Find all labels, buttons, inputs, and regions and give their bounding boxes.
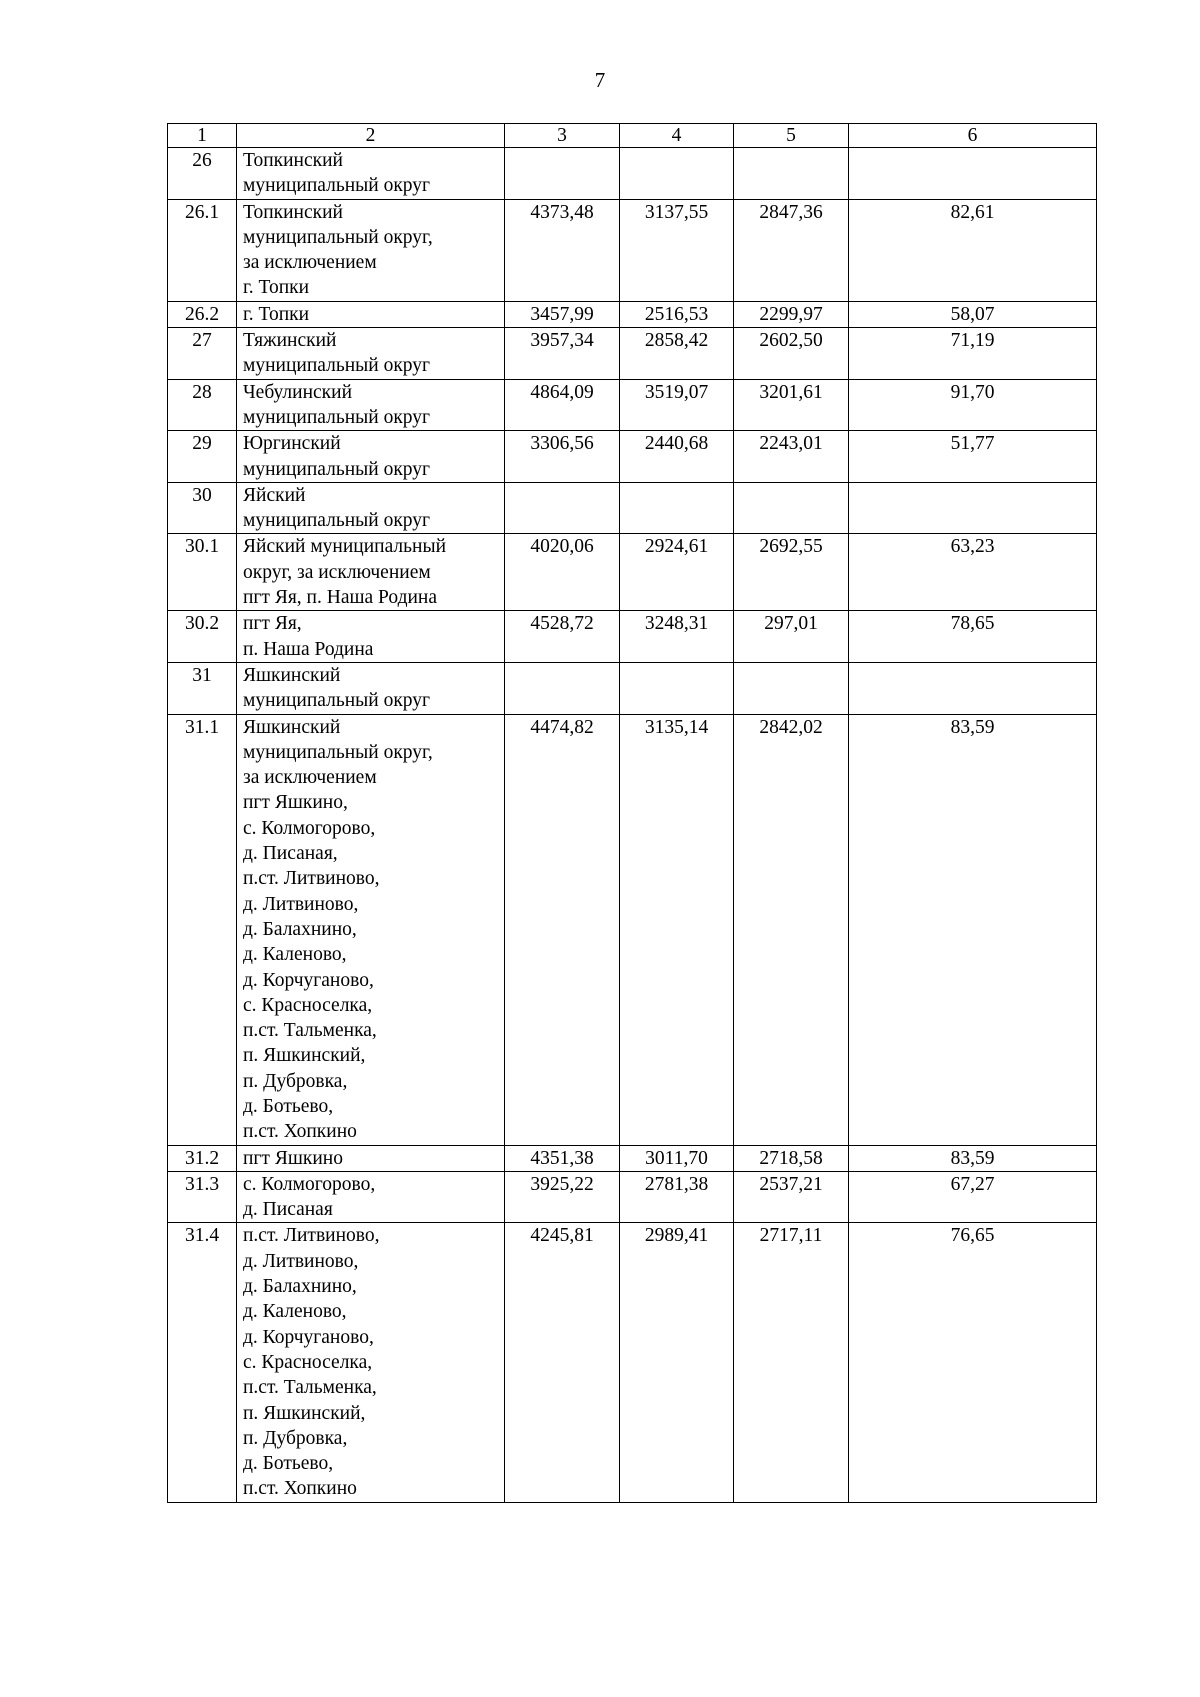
- column-header-2: 2: [237, 124, 505, 148]
- value-col5-cell: 2299,97: [734, 301, 849, 327]
- value-col5-cell: 2842,02: [734, 714, 849, 1145]
- table-row: [168, 714, 1097, 1145]
- value-col6-cell: 78,65: [849, 611, 1097, 663]
- value-col6-cell: 51,77: [849, 431, 1097, 483]
- territory-name-cell: Яшкинский муниципальный округ: [237, 662, 505, 714]
- territory-name-cell: Яйский муниципальный округ, за исключением пгт Яя, п. Наша Родина: [237, 534, 505, 611]
- value-col5-cell: 2718,58: [734, 1145, 849, 1171]
- table-row: [168, 534, 1097, 611]
- table-row: [168, 482, 1097, 534]
- value-col6-cell: 67,27: [849, 1171, 1097, 1223]
- table-row: [168, 379, 1097, 431]
- value-col6-cell: [849, 482, 1097, 534]
- value-col3-cell: [505, 662, 620, 714]
- value-col6-cell: 82,61: [849, 199, 1097, 301]
- data-table: [167, 123, 1097, 1503]
- value-col4-cell: 2440,68: [620, 431, 734, 483]
- value-col6-cell: 76,65: [849, 1223, 1097, 1502]
- value-col4-cell: 3135,14: [620, 714, 734, 1145]
- value-col4-cell: 3519,07: [620, 379, 734, 431]
- value-col6-cell: 83,59: [849, 1145, 1097, 1171]
- table-row: [168, 611, 1097, 663]
- row-number-cell: 30: [168, 482, 237, 534]
- territory-name-cell: Юргинский муниципальный округ: [237, 431, 505, 483]
- value-col5-cell: 2717,11: [734, 1223, 849, 1502]
- table-body: [168, 148, 1097, 1503]
- table-row: [168, 301, 1097, 327]
- value-col5-cell: 2692,55: [734, 534, 849, 611]
- value-col5-cell: 2537,21: [734, 1171, 849, 1223]
- table-header-row: [168, 124, 1097, 148]
- table-row: [168, 199, 1097, 301]
- value-col4-cell: 2781,38: [620, 1171, 734, 1223]
- value-col5-cell: [734, 482, 849, 534]
- territory-name-cell: Тяжинский муниципальный округ: [237, 328, 505, 380]
- value-col3-cell: 3306,56: [505, 431, 620, 483]
- row-number-cell: 26: [168, 148, 237, 200]
- value-col3-cell: 4373,48: [505, 199, 620, 301]
- row-number-cell: 30.1: [168, 534, 237, 611]
- value-col5-cell: 2847,36: [734, 199, 849, 301]
- value-col5-cell: [734, 662, 849, 714]
- value-col4-cell: [620, 662, 734, 714]
- value-col3-cell: 4245,81: [505, 1223, 620, 1502]
- row-number-cell: 26.2: [168, 301, 237, 327]
- row-number-cell: 26.1: [168, 199, 237, 301]
- value-col6-cell: 91,70: [849, 379, 1097, 431]
- column-header-1: 1: [168, 124, 237, 148]
- column-header-5: 5: [734, 124, 849, 148]
- value-col6-cell: 58,07: [849, 301, 1097, 327]
- territory-name-cell: Топкинский муниципальный округ, за исключением г. Топки: [237, 199, 505, 301]
- value-col4-cell: 3011,70: [620, 1145, 734, 1171]
- row-number-cell: 31.2: [168, 1145, 237, 1171]
- territory-name-cell: п.ст. Литвиново, д. Литвиново, д. Балахнино, д. Каленово, д. Корчуганово, с. Красноселка, п.ст. Тальменка, п. Яшкинский, п. Дубровка, д. Ботьево, п.ст. Хопкино: [237, 1223, 505, 1502]
- row-number-cell: 31.3: [168, 1171, 237, 1223]
- territory-name-cell: Яйский муниципальный округ: [237, 482, 505, 534]
- row-number-cell: 30.2: [168, 611, 237, 663]
- value-col4-cell: 3137,55: [620, 199, 734, 301]
- territory-name-cell: с. Колмогорово, д. Писаная: [237, 1171, 505, 1223]
- column-header-3: 3: [505, 124, 620, 148]
- value-col4-cell: 2924,61: [620, 534, 734, 611]
- table-row: [168, 1223, 1097, 1502]
- value-col4-cell: 2858,42: [620, 328, 734, 380]
- value-col3-cell: [505, 482, 620, 534]
- value-col5-cell: 3201,61: [734, 379, 849, 431]
- table-row: [168, 148, 1097, 200]
- value-col6-cell: 63,23: [849, 534, 1097, 611]
- column-header-4: 4: [620, 124, 734, 148]
- value-col3-cell: 3925,22: [505, 1171, 620, 1223]
- value-col4-cell: 3248,31: [620, 611, 734, 663]
- column-header-6: 6: [849, 124, 1097, 148]
- row-number-cell: 31.1: [168, 714, 237, 1145]
- row-number-cell: 31: [168, 662, 237, 714]
- value-col3-cell: 3957,34: [505, 328, 620, 380]
- row-number-cell: 31.4: [168, 1223, 237, 1502]
- page-number: 7: [594, 68, 606, 92]
- value-col5-cell: 297,01: [734, 611, 849, 663]
- value-col4-cell: 2516,53: [620, 301, 734, 327]
- value-col6-cell: [849, 662, 1097, 714]
- row-number-cell: 27: [168, 328, 237, 380]
- table-row: [168, 1171, 1097, 1223]
- territory-name-cell: г. Топки: [237, 301, 505, 327]
- value-col5-cell: 2602,50: [734, 328, 849, 380]
- table-row: [168, 431, 1097, 483]
- value-col4-cell: [620, 148, 734, 200]
- territory-name-cell: Яшкинский муниципальный округ, за исключением пгт Яшкино, с. Колмогорово, д. Писаная, п.ст. Литвиново, д. Литвиново, д. Балахнино, д. Каленово, д. Корчуганово, с. Красноселка, п.ст. Тальменка, п. Яшкинский, п. Дубровка, д. Ботьево, п.ст. Хопкино: [237, 714, 505, 1145]
- territory-name-cell: Чебулинский муниципальный округ: [237, 379, 505, 431]
- value-col6-cell: [849, 148, 1097, 200]
- value-col4-cell: 2989,41: [620, 1223, 734, 1502]
- value-col3-cell: 3457,99: [505, 301, 620, 327]
- value-col3-cell: 4351,38: [505, 1145, 620, 1171]
- territory-name-cell: пгт Яшкино: [237, 1145, 505, 1171]
- value-col3-cell: 4020,06: [505, 534, 620, 611]
- territory-name-cell: пгт Яя, п. Наша Родина: [237, 611, 505, 663]
- value-col6-cell: 83,59: [849, 714, 1097, 1145]
- value-col5-cell: [734, 148, 849, 200]
- table-row: [168, 1145, 1097, 1171]
- value-col3-cell: 4528,72: [505, 611, 620, 663]
- value-col5-cell: 2243,01: [734, 431, 849, 483]
- row-number-cell: 28: [168, 379, 237, 431]
- value-col4-cell: [620, 482, 734, 534]
- value-col3-cell: 4474,82: [505, 714, 620, 1145]
- value-col3-cell: [505, 148, 620, 200]
- table-row: [168, 328, 1097, 380]
- value-col3-cell: 4864,09: [505, 379, 620, 431]
- value-col6-cell: 71,19: [849, 328, 1097, 380]
- table-row: [168, 662, 1097, 714]
- territory-name-cell: Топкинский муниципальный округ: [237, 148, 505, 200]
- row-number-cell: 29: [168, 431, 237, 483]
